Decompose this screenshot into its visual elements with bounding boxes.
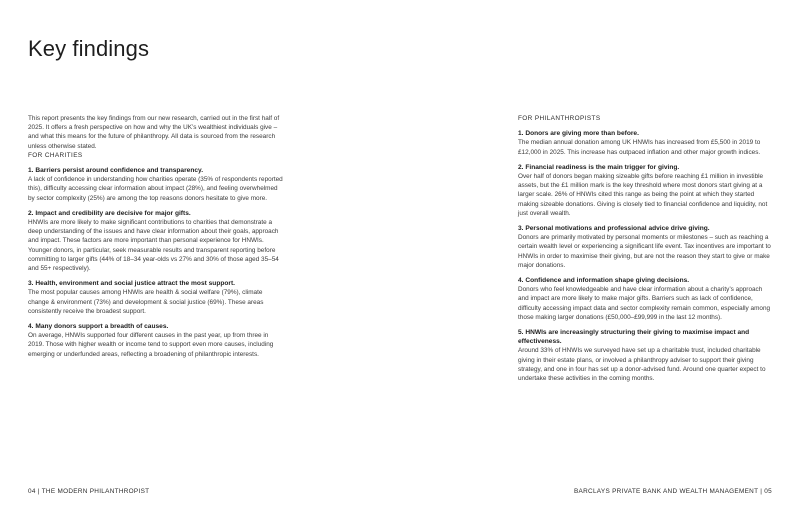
finding-title: 3. Personal motivations and professional advice drive giving. — [518, 225, 710, 233]
philanthropist-finding-4 — [518, 276, 774, 322]
intro-paragraph: This report presents the key findings from our new research, carried out in the first half of 2025. It offers a fresh perspective on how and why the UK’s wealthiest individuals give – and what this means for the future of philanthropy. All data is sourced from the research unless otherwise stated. — [28, 115, 280, 150]
finding-body: HNWIs are more likely to make significant contributions to charities that demonstrate a deep understanding of the issues and have clear information about their goals, approach and impact. These factors are more important than personal experience for HNWIs. Younger donors, in particular, seek measurable results and transparent reporting before committing to larger gifts (44% of 18–34 year-olds vs 27% and 30% of those aged 35–54 and 55+ respectively). — [28, 219, 279, 273]
section-label-philanthropists: FOR PHILANTHROPISTS — [518, 115, 601, 122]
left-column — [28, 114, 284, 365]
philanthropist-finding-2 — [518, 163, 774, 218]
finding-body: A lack of confidence in understanding how charities operate (35% of respondents reported this), difficulty accessing clear information about impact (28%), and feeling overwhelmed by sector complexity (25%) are among the top reasons donors hesitate to give more. — [28, 176, 283, 202]
philanthropist-finding-3 — [518, 224, 774, 270]
charity-finding-1 — [28, 166, 284, 203]
footer-left-page-label: 04 | THE MODERN PHILANTHROPIST — [28, 488, 150, 495]
finding-title: 4. Many donors support a breadth of causes. — [28, 323, 169, 331]
finding-body: Donors who feel knowledgeable and have clear information about a charity’s approach and impact are more likely to make major gifts. Barriers such as lack of confidence, difficulty accessing impact data and sector complexity remain common, especially among those making larger donations (£50,000–£99,999 in the last 12 months). — [518, 286, 771, 321]
charity-finding-2 — [28, 209, 284, 273]
finding-body: Donors are primarily motivated by personal moments or milestones – such as reaching a certain wealth level or experiencing a significant life event. Tax incentives are important to HNWIs in order to maximise their giving, but are not the reason they start to give or make major donations. — [518, 234, 771, 269]
finding-body: The most popular causes among HNWIs are health & social welfare (79%), climate change & environment (73%) and development & social justice (69%). These areas consistently receive the broadest support. — [28, 289, 264, 315]
finding-title: 4. Confidence and information shape giving decisions. — [518, 277, 690, 285]
section-label-charities: FOR CHARITIES — [28, 151, 83, 159]
finding-title: 1. Barriers persist around confidence and transparency. — [28, 167, 204, 175]
finding-body: Around 33% of HNWIs we surveyed have set up a charitable trust, included charitable giving in their estate plans, or involved a philanthropy adviser to support their giving strategy, and one in four has set up a donor-advised fund. Around one quarter expect to undertake these activities in the coming months. — [518, 347, 766, 383]
footer-right-page-label: BARCLAYS PRIVATE BANK AND WEALTH MANAGEMENT | 05 — [574, 488, 772, 495]
right-column — [518, 114, 774, 389]
charity-finding-4 — [28, 322, 284, 359]
finding-title: 1. Donors are giving more than before. — [518, 130, 639, 138]
finding-title: 2. Impact and credibility are decisive for major gifts. — [28, 209, 191, 217]
page-title: Key findings — [28, 36, 150, 61]
finding-body: On average, HNWIs supported four different causes in the past year, up from three in 2019. Those with higher wealth or income tend to support even more causes, including emerging or underfunded areas, reflecting a broadening of philanthropic interests. — [28, 332, 274, 358]
finding-title: 2. Financial readiness is the main trigger for giving. — [518, 163, 680, 171]
charity-finding-3 — [28, 279, 284, 316]
finding-body: The median annual donation among UK HNWIs has increased from £5,500 in 2019 to £12,000 in 2025. This increase has outpaced inflation and other major growth indices. — [518, 139, 761, 156]
finding-title: 3. Health, environment and social justice attract the most support. — [28, 280, 236, 288]
philanthropist-finding-5 — [518, 328, 774, 383]
finding-body: Over half of donors began making sizeable gifts before reaching £1 million in investible assets, but the £1 million mark is the key threshold where most donors start giving at a larger scale. 26% of HNWIs cited this range as being the point at which they started making sizeable donations. Giving is closely tied to financial confidence and liquidity, not just overall wealth. — [518, 173, 768, 217]
philanthropist-finding-1 — [518, 129, 774, 157]
finding-title: 5. HNWIs are increasingly structuring their giving to maximise impact and effectiveness. — [518, 329, 750, 346]
